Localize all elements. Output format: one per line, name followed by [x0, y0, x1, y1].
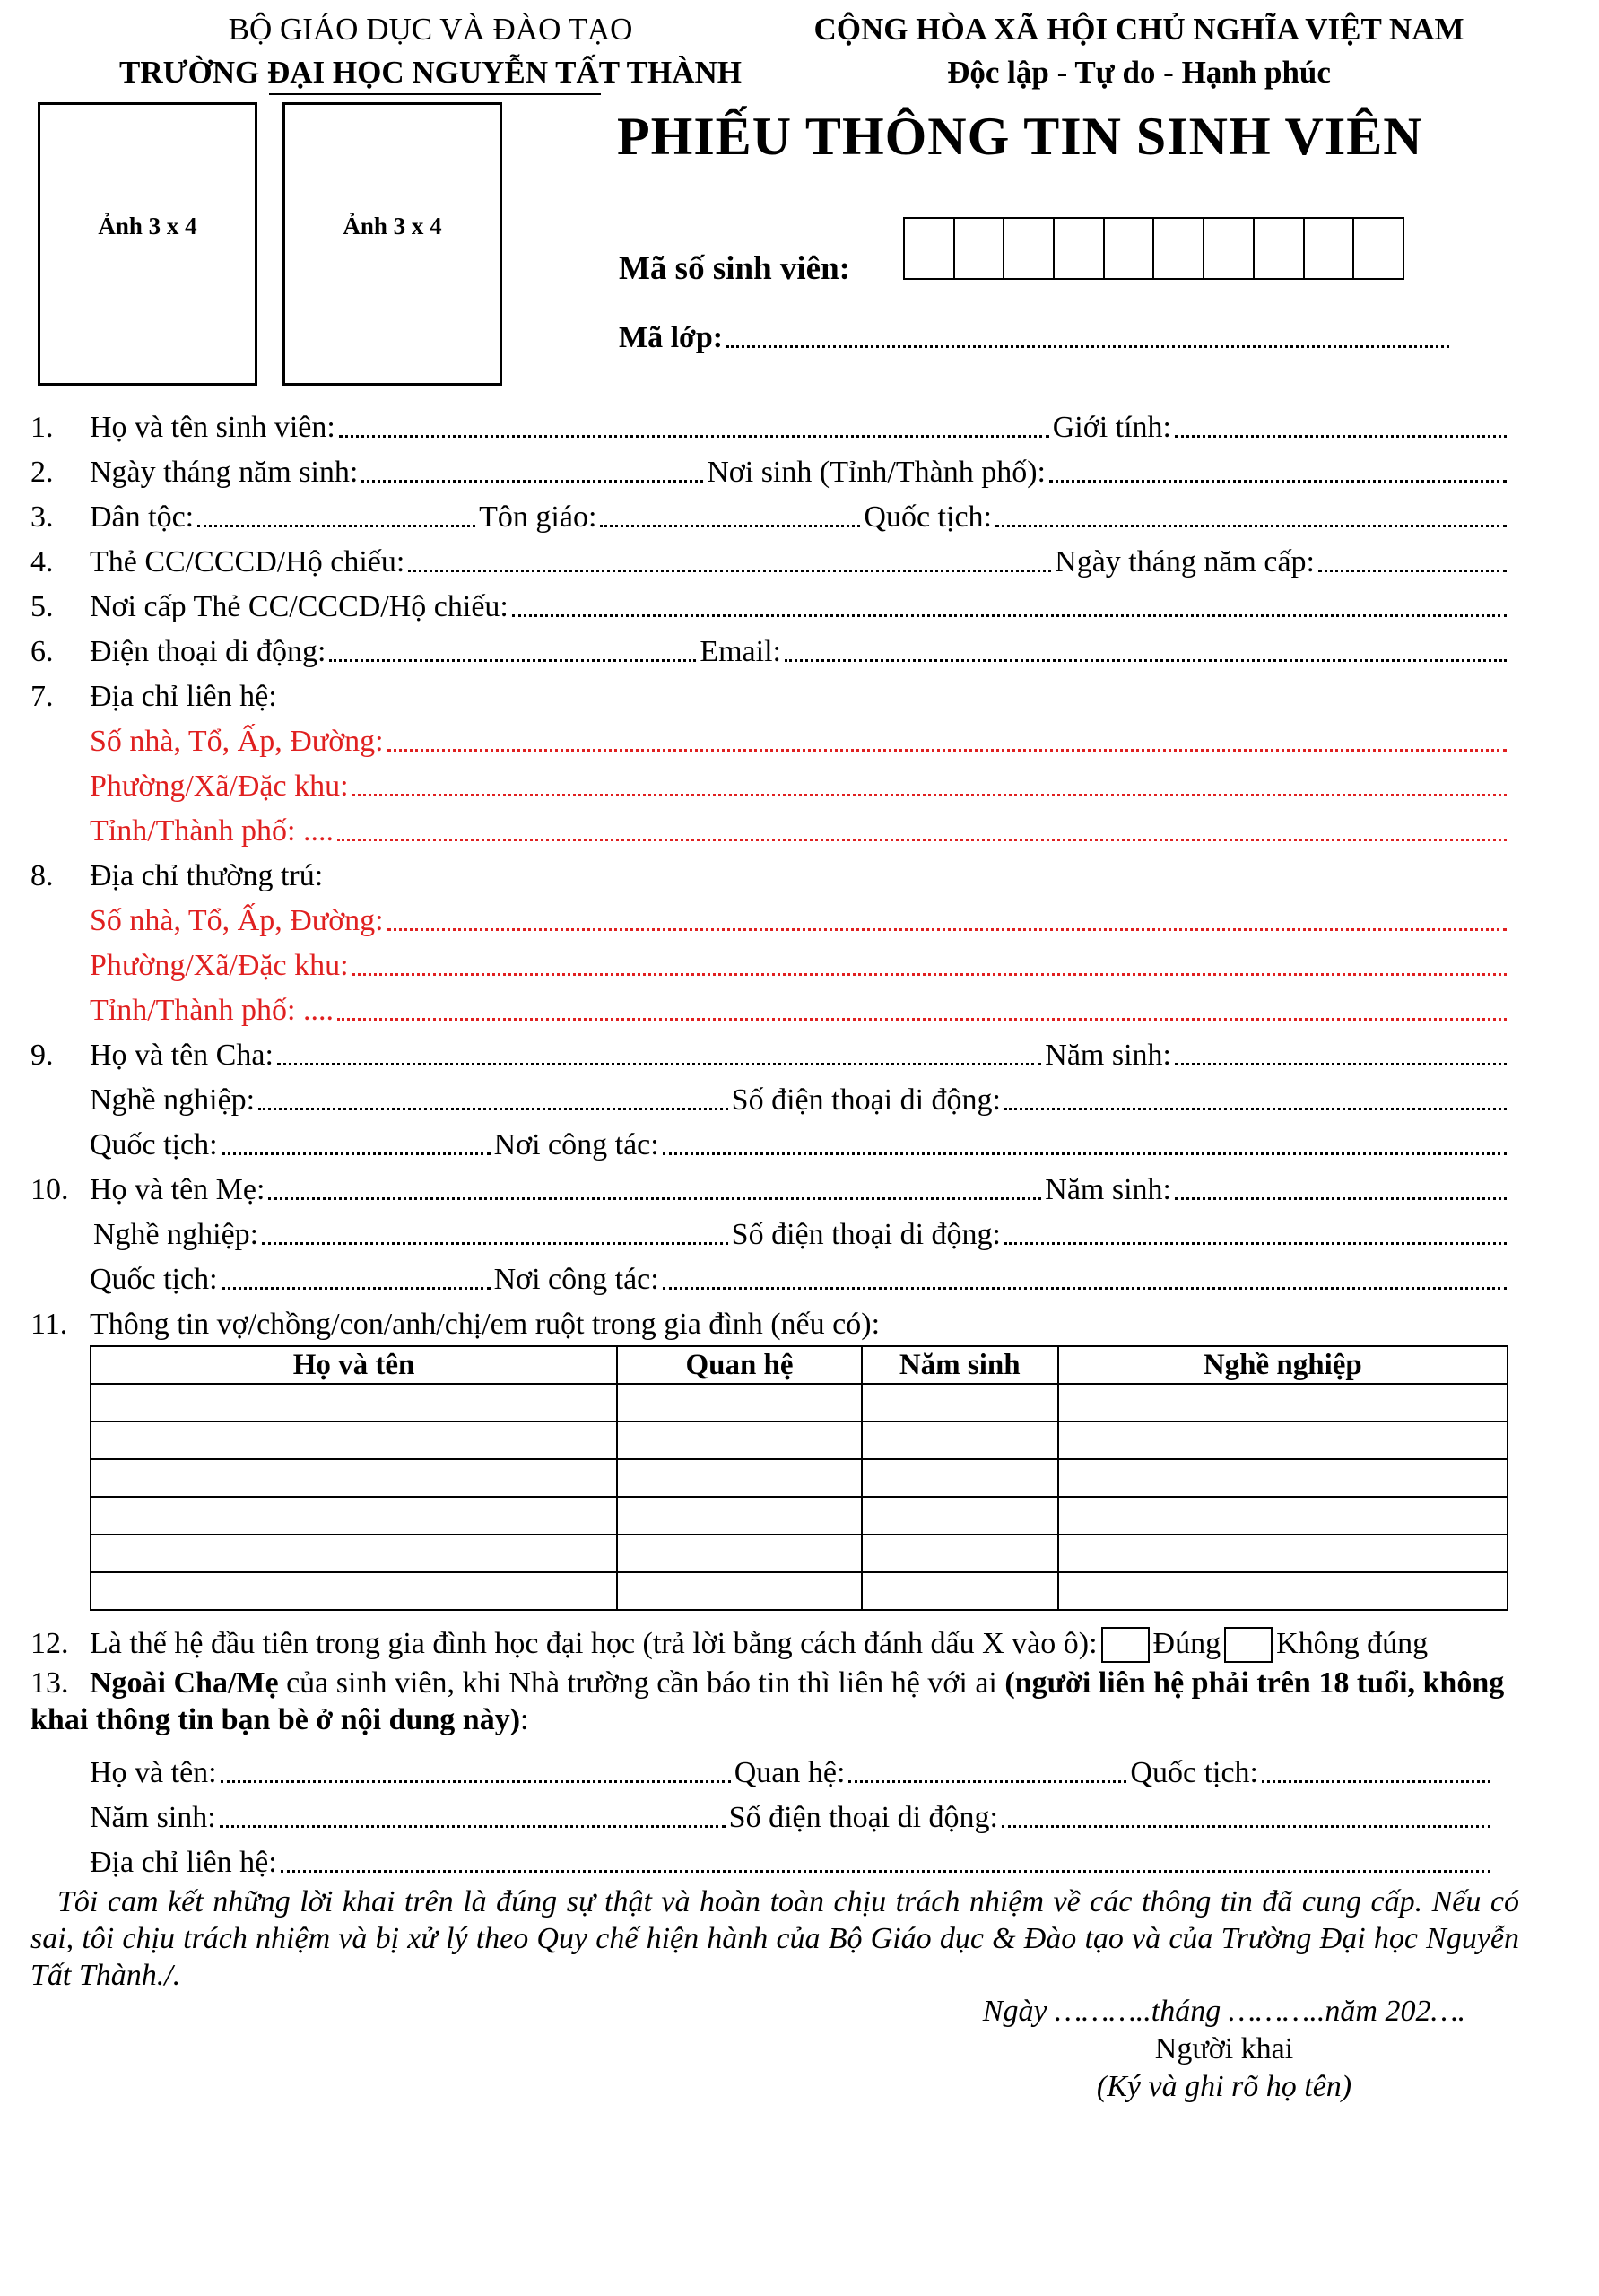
student-id-digit-box[interactable] — [1303, 217, 1355, 280]
mobile-label: Số điện thoại di động: — [731, 1218, 1001, 1251]
class-input-line[interactable] — [726, 345, 1449, 348]
student-id-digit-box[interactable] — [1352, 217, 1404, 280]
no-checkbox[interactable] — [1224, 1627, 1273, 1663]
table-cell[interactable] — [617, 1459, 862, 1497]
mother-birth-year-input-line[interactable] — [1175, 1197, 1507, 1200]
question-end: : — [520, 1703, 529, 1736]
full-name-label: Họ và tên sinh viên: — [90, 411, 335, 444]
mother-workplace-input-line[interactable] — [663, 1287, 1507, 1290]
signature-note-text: (Ký và ghi rõ họ tên) — [1096, 2070, 1352, 2103]
table-cell[interactable] — [862, 1384, 1058, 1422]
table-cell[interactable] — [862, 1535, 1058, 1572]
column-header-job: Nghề nghiệp — [1058, 1346, 1508, 1384]
father-job-input-line[interactable] — [258, 1108, 728, 1110]
table-cell[interactable] — [617, 1572, 862, 1610]
contact-name-label: Họ và tên: — [90, 1756, 217, 1789]
contact-nationality-label: Quốc tịch: — [1130, 1756, 1258, 1789]
father-nationality-row — [30, 1119, 1510, 1164]
permanent-street-row — [30, 895, 1510, 940]
contact-address-label: Địa chỉ liên hệ: — [90, 680, 277, 713]
ethnic-input-line[interactable] — [197, 525, 475, 527]
nationality-label: Quốc tịch: — [864, 500, 992, 534]
emergency-name-row — [30, 1747, 1494, 1792]
student-id-digit-box[interactable] — [1203, 217, 1255, 280]
column-header-relation: Quan hệ — [617, 1346, 862, 1384]
field-number: 4. — [30, 545, 54, 578]
contact-address-label: Địa chỉ liên hệ: — [90, 1846, 277, 1879]
street-label: Số nhà, Tổ, Ấp, Đường: — [90, 725, 384, 758]
field-row-9 — [30, 1030, 1510, 1074]
field-number: 2. — [30, 456, 54, 489]
issue-place-input-line[interactable] — [512, 614, 1507, 617]
table-cell[interactable] — [617, 1384, 862, 1422]
workplace-label: Nơi công tác: — [493, 1128, 659, 1161]
form-title: PHIẾU THÔNG TIN SINH VIÊN — [617, 107, 1423, 166]
phone-input-line[interactable] — [329, 659, 696, 662]
field-row-3 — [30, 491, 1510, 536]
field-row-5 — [30, 581, 1510, 626]
yes-label: Đúng — [1152, 1627, 1221, 1660]
student-id-digit-box[interactable] — [903, 217, 955, 280]
mother-job-input-line[interactable] — [262, 1242, 728, 1245]
father-nationality-input-line[interactable] — [222, 1152, 491, 1155]
first-generation-label: Là thế hệ đầu tiên trong gia đình học đại học (trả lời bằng cách đánh dấu X vào ô): — [90, 1627, 1098, 1660]
mother-birth-year-label: Năm sinh: — [1045, 1173, 1171, 1206]
ministry-name: BỘ GIÁO DỤC VÀ ĐÀO TẠO — [228, 12, 633, 47]
field-number: 1. — [30, 411, 54, 444]
contact-birth-year-label: Năm sinh: — [90, 1801, 216, 1834]
no-label: Không đúng — [1276, 1627, 1429, 1660]
question-text: của sinh viên, khi Nhà trường cần báo tin thì liên hệ với ai — [278, 1666, 1005, 1700]
student-id-digit-box[interactable] — [1253, 217, 1305, 280]
student-id-digit-box[interactable] — [1152, 217, 1204, 280]
header-left-underline — [269, 93, 601, 95]
student-id-digit-box[interactable] — [1103, 217, 1155, 280]
table-cell[interactable] — [862, 1459, 1058, 1497]
father-birth-year-input-line[interactable] — [1175, 1063, 1507, 1065]
id-card-label: Thẻ CC/CCCD/Hộ chiếu: — [90, 545, 405, 578]
table-cell[interactable] — [617, 1535, 862, 1572]
full-name-input-line[interactable] — [339, 435, 1049, 438]
father-birth-year-label: Năm sinh: — [1045, 1039, 1171, 1072]
issue-date-label: Ngày tháng năm cấp: — [1055, 545, 1315, 578]
issue-date-input-line[interactable] — [1318, 570, 1507, 572]
permanent-province-input-line[interactable] — [337, 1018, 1507, 1021]
field-number: 6. — [30, 635, 54, 668]
school-name: TRƯỜNG ĐẠI HỌC NGUYỄN TẤT THÀNH — [119, 55, 742, 90]
header-right — [780, 7, 1498, 93]
table-cell[interactable] — [91, 1497, 617, 1535]
father-job-row — [30, 1074, 1510, 1119]
permanent-ward-row — [30, 940, 1510, 985]
field-number: 10. — [30, 1173, 69, 1206]
family-info-label: Thông tin vợ/chồng/con/anh/chị/em ruột trong gia đình (nếu có): — [90, 1308, 881, 1341]
field-row-8 — [30, 850, 1510, 895]
emergency-contact-question — [30, 1665, 1519, 1738]
father-workplace-input-line[interactable] — [663, 1152, 1507, 1155]
province-label: Tỉnh/Thành phố: .... — [90, 994, 334, 1027]
field-number: 5. — [30, 590, 54, 623]
contact-address-input-line[interactable] — [281, 1870, 1490, 1873]
nationality-input-line[interactable] — [995, 525, 1507, 527]
mother-nationality-input-line[interactable] — [222, 1287, 491, 1290]
field-number: 3. — [30, 500, 54, 534]
mother-phone-input-line[interactable] — [1004, 1242, 1507, 1245]
contact-street-row — [30, 716, 1510, 761]
birthplace-label: Nơi sinh (Tỉnh/Thành phố): — [707, 456, 1046, 489]
column-header-birth-year: Năm sinh — [862, 1346, 1058, 1384]
table-cell[interactable] — [1058, 1384, 1508, 1422]
mother-job-row — [30, 1209, 1510, 1254]
province-label: Tỉnh/Thành phố: .... — [90, 814, 334, 848]
mother-name-input-line[interactable] — [268, 1197, 1041, 1200]
emergency-address-row — [30, 1837, 1494, 1882]
field-number: 9. — [30, 1039, 54, 1072]
contact-ward-row — [30, 761, 1510, 805]
signer-label: Người khai — [1154, 2032, 1294, 2066]
permanent-ward-input-line[interactable] — [352, 973, 1507, 976]
table-cell[interactable] — [862, 1422, 1058, 1459]
field-number: 13. — [30, 1666, 69, 1700]
table-cell[interactable] — [862, 1572, 1058, 1610]
yes-checkbox[interactable] — [1101, 1627, 1150, 1663]
field-row-10 — [30, 1164, 1510, 1209]
student-id-boxes[interactable] — [905, 217, 1404, 280]
table-cell[interactable] — [617, 1497, 862, 1535]
ethnic-label: Dân tộc: — [90, 500, 195, 534]
table-row — [91, 1497, 1508, 1535]
signature-note — [969, 2068, 1480, 2106]
email-input-line[interactable] — [785, 659, 1507, 662]
student-id-digit-box[interactable] — [1003, 217, 1055, 280]
table-cell[interactable] — [1058, 1459, 1508, 1497]
phone-label: Điện thoại di động: — [90, 635, 326, 668]
family-table-header — [91, 1346, 1508, 1384]
table-row — [91, 1384, 1508, 1422]
table-cell[interactable] — [91, 1384, 617, 1422]
field-row-6 — [30, 626, 1510, 671]
permanent-address-label: Địa chỉ thường trú: — [90, 859, 324, 892]
table-cell[interactable] — [862, 1497, 1058, 1535]
table-cell[interactable] — [1058, 1422, 1508, 1459]
mobile-label: Số điện thoại di động: — [731, 1083, 1001, 1117]
country-name: CỘNG HÒA XÃ HỘI CHỦ NGHĨA VIỆT NAM — [813, 12, 1464, 47]
table-cell[interactable] — [91, 1572, 617, 1610]
class-label: Mã lớp: — [619, 321, 724, 354]
table-cell[interactable] — [91, 1535, 617, 1572]
contact-relation-input-line[interactable] — [848, 1780, 1126, 1783]
header-left — [81, 7, 780, 93]
street-label: Số nhà, Tổ, Ấp, Đường: — [90, 904, 384, 937]
contact-relation-label: Quan hệ: — [734, 1756, 846, 1789]
ward-label: Phường/Xã/Đặc khu: — [90, 770, 349, 803]
emphasis-text: (người liên hệ phải trên 18 tuổi, không khai thông tin bạn bè ở nội dung này) — [30, 1666, 1505, 1736]
contact-birth-year-input-line[interactable] — [220, 1825, 726, 1828]
job-label: Nghề nghiệp: — [90, 1083, 256, 1117]
photo-label: Ảnh 3 x 4 — [343, 213, 442, 239]
nationality-label: Quốc tịch: — [90, 1128, 218, 1161]
table-row — [91, 1422, 1508, 1459]
religion-label: Tôn giáo: — [479, 500, 597, 534]
mother-nationality-row — [30, 1254, 1510, 1299]
table-row — [91, 1459, 1508, 1497]
photo-label: Ảnh 3 x 4 — [98, 213, 197, 239]
religion-input-line[interactable] — [600, 525, 860, 527]
gender-label: Giới tính: — [1052, 411, 1171, 444]
contact-province-row — [30, 805, 1510, 850]
nationality-label: Quốc tịch: — [90, 1263, 218, 1296]
table-row — [91, 1535, 1508, 1572]
field-row-12 — [30, 1618, 1510, 1663]
field-number: 11. — [30, 1308, 68, 1341]
field-number: 8. — [30, 859, 54, 892]
field-row-11 — [30, 1299, 1510, 1344]
student-id-digit-box[interactable] — [1053, 217, 1105, 280]
class-row — [619, 312, 1453, 357]
issue-place-label: Nơi cấp Thẻ CC/CCCD/Hộ chiếu: — [90, 590, 508, 623]
table-row — [91, 1572, 1508, 1610]
student-id-label: Mã số sinh viên: — [619, 250, 851, 287]
permanent-street-input-line[interactable] — [387, 928, 1507, 931]
emphasis-text: Ngoài Cha/Mẹ — [90, 1666, 279, 1700]
email-label: Email: — [700, 635, 781, 668]
table-cell[interactable] — [1058, 1572, 1508, 1610]
signature-date — [969, 1993, 1480, 2031]
workplace-label: Nơi công tác: — [493, 1263, 659, 1296]
permanent-province-row — [30, 985, 1510, 1030]
signature-date-text: Ngày ………..tháng ………..năm 202…. — [982, 1995, 1466, 2028]
ward-label: Phường/Xã/Đặc khu: — [90, 949, 349, 982]
id-card-input-line[interactable] — [408, 570, 1051, 572]
field-row-7 — [30, 671, 1510, 716]
gender-input-line[interactable] — [1175, 435, 1507, 438]
mother-name-label: Họ và tên Mẹ: — [90, 1173, 265, 1206]
contact-name-input-line[interactable] — [221, 1780, 731, 1783]
field-number: 7. — [30, 680, 54, 713]
job-label: Nghề nghiệp: — [93, 1218, 259, 1251]
commitment-text: Tôi cam kết những lời khai trên là đúng sự thật và hoàn toàn chịu trách nhiệm về các thông tin đã cung cấp. Nếu có sai, tôi chịu trách nhiệm và bị xử lý theo Quy chế hiện hành của Bộ Giáo dục & Đào tạo và của Trường Đại học Nguyễn Tất Thành./. — [30, 1885, 1519, 1992]
table-cell[interactable] — [617, 1422, 862, 1459]
column-header-name: Họ và tên — [91, 1346, 617, 1384]
motto: Độc lập - Tự do - Hạnh phúc — [947, 55, 1331, 90]
field-row-1 — [30, 402, 1510, 447]
table-cell[interactable] — [91, 1422, 617, 1459]
dob-input-line[interactable] — [361, 480, 703, 483]
dob-label: Ngày tháng năm sinh: — [90, 456, 359, 489]
contact-ward-input-line[interactable] — [352, 794, 1507, 796]
father-name-input-line[interactable] — [277, 1063, 1041, 1065]
father-phone-input-line[interactable] — [1004, 1108, 1507, 1110]
student-id-digit-box[interactable] — [953, 217, 1005, 280]
father-name-label: Họ và tên Cha: — [90, 1039, 274, 1072]
field-row-2 — [30, 447, 1510, 491]
contact-street-input-line[interactable] — [387, 749, 1507, 752]
family-table — [90, 1345, 1508, 1611]
table-cell[interactable] — [91, 1459, 617, 1497]
field-number: 12. — [30, 1627, 69, 1660]
contact-province-input-line[interactable] — [337, 839, 1507, 841]
contact-phone-input-line[interactable] — [1002, 1825, 1490, 1828]
birthplace-input-line[interactable] — [1049, 480, 1507, 483]
contact-nationality-input-line[interactable] — [1262, 1780, 1490, 1783]
table-cell[interactable] — [1058, 1535, 1508, 1572]
photo-box-2[interactable] — [282, 102, 502, 386]
contact-phone-label: Số điện thoại di động: — [728, 1801, 998, 1834]
field-row-4 — [30, 536, 1510, 581]
table-cell[interactable] — [1058, 1497, 1508, 1535]
photo-box-1[interactable] — [38, 102, 257, 386]
emergency-birth-row — [30, 1792, 1494, 1837]
